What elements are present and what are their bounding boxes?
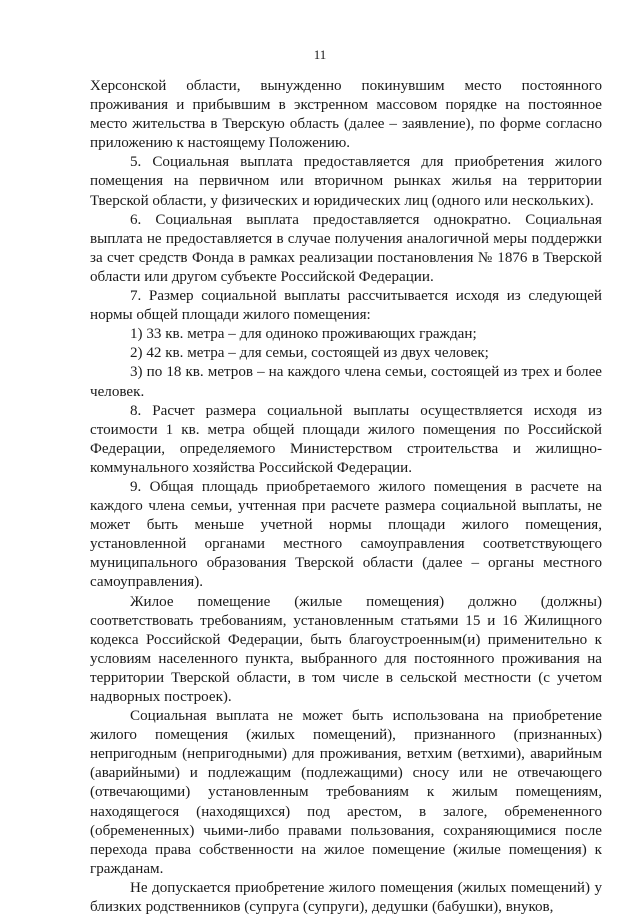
paragraph-housing-requirements: Жилое помещение (жилые помещения) должно (должны) соответствовать требованиям, установленным статьями 15 и 16 Жилищного кодекса Российской Федерации, быть благоустроенным(и) применительно к условиям населенного пункта, выбранного для постоянного проживания на территории Тверской области, в том числе в сельской местности (с учетом надворных построек). — [90, 593, 602, 705]
paragraph-continuation: Херсонской области, вынужденно покинувшим место постоянного проживания и прибывшим в экстренном массовом порядке на постоянное место жительства в Тверскую область (далее – заявление), по форме согласно приложению к настоящему Положению. — [90, 78, 602, 152]
paragraph-item-7: 7. Размер социальной выплаты рассчитывается исходя из следующей нормы общей площади жилого помещения: — [90, 288, 602, 324]
paragraph-subitem-3: 3) по 18 кв. метров – на каждого члена семьи, состоящей из трех и более человек. — [90, 364, 602, 400]
paragraph-item-9: 9. Общая площадь приобретаемого жилого помещения в расчете на каждого члена семьи, учтенная при расчете размера социальной выплаты, не может быть меньше учетной нормы площади жилого помещения, установленной органами местного самоуправления соответствующего муниципального образования Тверской области (далее – органы местного самоуправления). — [90, 478, 602, 591]
paragraph-subitem-2: 2) 42 кв. метра – для семьи, состоящей из двух человек; — [130, 345, 489, 362]
page-number: 11 — [313, 47, 327, 62]
paragraph-item-8: 8. Расчет размера социальной выплаты осуществляется исходя из стоимости 1 кв. метра общей площади жилого помещения по Российской Федерации, определяемого Министерством строительства и жилищно-коммунального хозяйства Российской Федерации. — [90, 402, 602, 476]
paragraph-item-6: 6. Социальная выплата предоставляется однократно. Социальная выплата не предоставляется в случае получения аналогичной меры поддержки за счет средств Фонда в рамках реализации постановления № 1876 в Тверской области или другом субъекте Российской Федерации. — [90, 211, 602, 285]
paragraph-item-5: 5. Социальная выплата предоставляется для приобретения жилого помещения на первичном или вторичном рынках жилья на территории Тверской области, у физических и юридических лиц (одного или нескольких). — [90, 154, 602, 209]
paragraph-subitem-1: 1) 33 кв. метра – для одиноко проживающих граждан; — [130, 326, 477, 343]
paragraph-relatives-restriction: Не допускается приобретение жилого помещения (жилых помещений) у близких родственников (супруга (супруги), дедушки (бабушки), внуков, — [90, 879, 602, 916]
document-body — [90, 77, 602, 917]
paragraph-payment-restrictions: Социальная выплата не может быть использована на приобретение жилого помещения (жилых помещений), признанного (признанных) непригодным (непригодными) для проживания, ветхим (ветхими), аварийным (аварийными) и подлежащим (подлежащими) сносу или не отвечающего (отвечающими) установленным требованиям к жилым помещениям, находящегося (находящихся) под арестом, в залоге, обремененного (обремененных) чьими-либо правами пользования, сохраняющимися после перехода права собственности на жилое помещение (жилые помещения) к гражданам. — [90, 708, 602, 877]
